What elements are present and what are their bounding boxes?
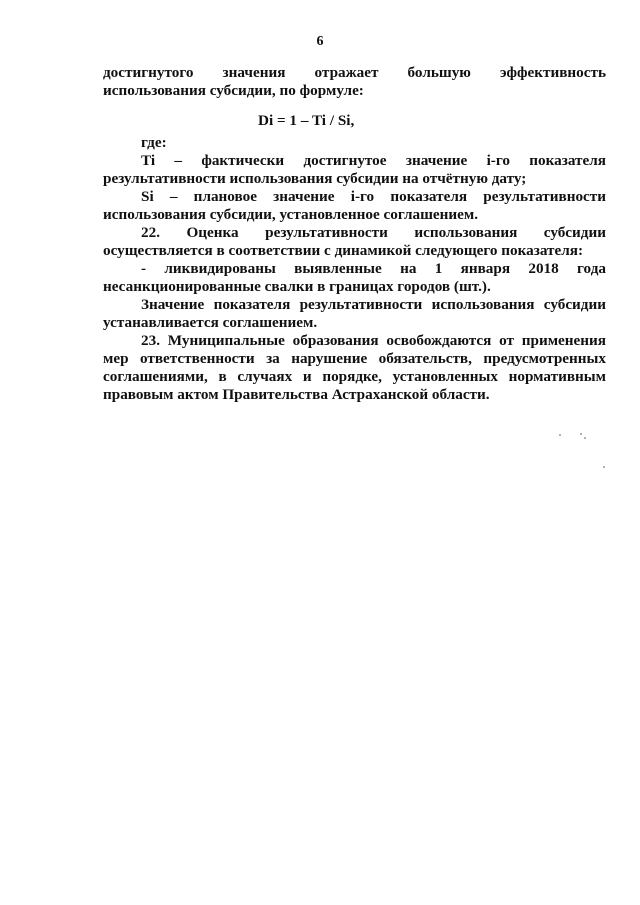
paragraph-indicator-value: Значение показателя результативности использования субсидии устанавливается соглашением. [103,296,606,331]
document-body [103,64,606,404]
scan-speck [580,433,582,435]
paragraph-where: где: [141,134,167,151]
paragraph-22: 22. Оценка результативности использования субсидии осуществляется в соответствии с динамикой следующего показателя: [103,224,606,259]
scan-speck [603,466,605,468]
page-number: 6 [316,34,324,49]
paragraph-si-definition: Si – плановое значение i-го показателя результативности использования субсидии, установленное соглашением. [103,188,606,223]
paragraph-indicator: - ликвидированы выявленные на 1 января 2018 года несанкционированные свалки в границах городов (шт.). [103,260,606,295]
paragraph-ti-definition: Ti – фактически достигнутое значение i-го показателя результативности использования субсидии на отчётную дату; [103,152,606,187]
scan-speck [559,434,561,436]
paragraph-23: 23. Муниципальные образования освобождаются от применения мер ответственности за нарушение обязательств, предусмотренных соглашениями, в случаях и порядке, установленных нормативным правовым актом Правительства Астраханской области. [103,332,606,403]
paragraph-formula-intro: достигнутого значения отражает большую эффективность использования субсидии, по формуле: [103,64,606,99]
formula: Di = 1 – Ti / Si, [258,112,355,129]
scan-speck [584,437,586,439]
